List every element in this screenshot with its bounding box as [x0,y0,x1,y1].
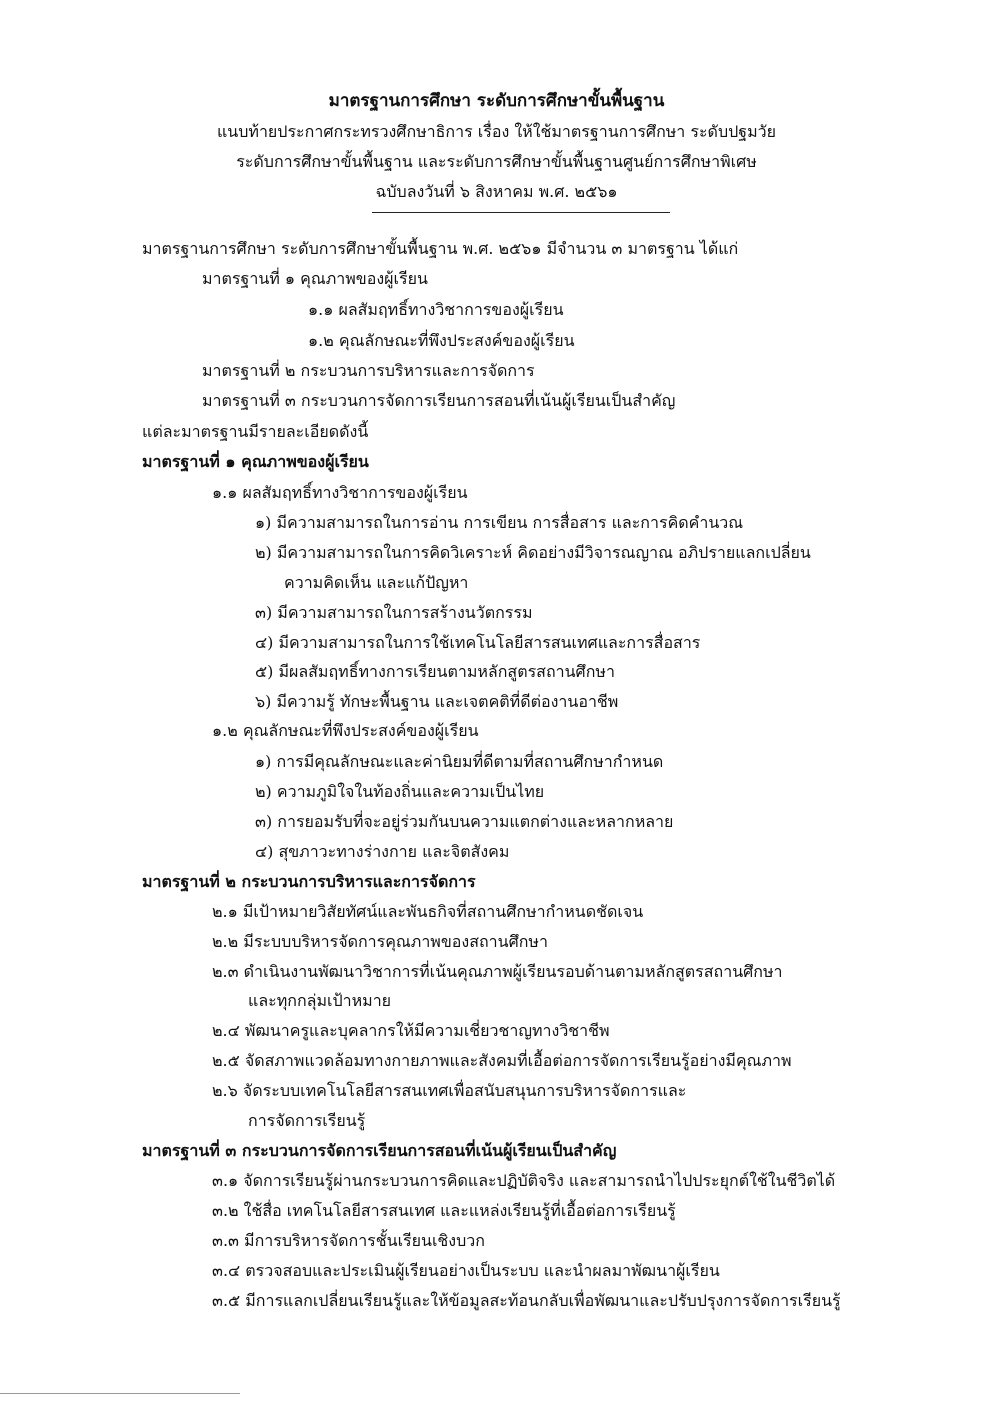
standard-3-item: ๓.๕ มีการแลกเปลี่ยนเรียนรู้และให้ข้อมูลสะท้อนกลับเพื่อพัฒนาและปรับปรุงการจัดการเรียนรู้ [212,1291,841,1310]
standard-3-item: ๓.๔ ตรวจสอบและประเมินผู้เรียนอย่างเป็นระบบ และนำผลมาพัฒนาผู้เรียน [212,1261,720,1280]
standard-2-item: ๒.๒ มีระบบบริหารจัดการคุณภาพของสถานศึกษา [212,932,548,951]
standard-1-1-item: ๑) มีความสามารถในการอ่าน การเขียน การสื่อสาร และการคิดคำนวณ [255,513,744,532]
standard-3-item: ๓.๓ มีการบริหารจัดการชั้นเรียนเชิงบวก [212,1231,485,1250]
standard-1-2-item: ๔) สุขภาวะทางร่างกาย และจิตสังคม [255,842,510,861]
standard-2-item-continuation: และทุกกลุ่มเป้าหมาย [248,991,392,1010]
scan-edge-line [0,1393,240,1394]
intro-summary: มาตรฐานการศึกษา ระดับการศึกษาขั้นพื้นฐาน พ.ศ. ๒๕๖๑ มีจำนวน ๓ มาตรฐาน ได้แก่ [142,239,739,258]
standard-1-2-item: ๒) ความภูมิใจในท้องถิ่นและความเป็นไทย [255,782,545,801]
document-subtitle-1: แนบท้ายประกาศกระทรวงศึกษาธิการ เรื่อง ให้ใช้มาตรฐานการศึกษา ระดับปฐมวัย [216,122,776,141]
standard-1-1-item: ๔) มีความสามารถในการใช้เทคโนโลยีสารสนเทศและการสื่อสาร [255,633,701,652]
standard-2-item: ๒.๔ พัฒนาครูและบุคลากรให้มีความเชี่ยวชาญทางวิชาชีพ [212,1021,610,1040]
standard-3-item: ๓.๑ จัดการเรียนรู้ผ่านกระบวนการคิดและปฏิบัติจริง และสามารถนำไปประยุกต์ใช้ในชีวิตได้ [212,1171,836,1190]
intro-standard-3: มาตรฐานที่ ๓ กระบวนการจัดการเรียนการสอนที่เน้นผู้เรียนเป็นสำคัญ [202,391,676,410]
standard-2-item: ๒.๕ จัดสภาพแวดล้อมทางกายภาพและสังคมที่เอื้อต่อการจัดการเรียนรู้อย่างมีคุณภาพ [212,1051,792,1070]
document-date-line: ฉบับลงวันที่ ๖ สิงหาคม พ.ศ. ๒๕๖๑ [375,182,618,201]
intro-standard-1: มาตรฐานที่ ๑ คุณภาพของผู้เรียน [202,269,428,288]
standard-2-item-continuation: การจัดการเรียนรู้ [248,1111,366,1130]
standard-1-2-heading: ๑.๒ คุณลักษณะที่พึงประสงค์ของผู้เรียน [212,721,479,740]
title-divider [372,212,670,213]
intro-standard-2: มาตรฐานที่ ๒ กระบวนการบริหารและการจัดการ [202,361,535,380]
standard-3-heading: มาตรฐานที่ ๓ กระบวนการจัดการเรียนการสอนที่เน้นผู้เรียนเป็นสำคัญ [142,1141,617,1160]
standard-3-item: ๓.๒ ใช้สื่อ เทคโนโลยีสารสนเทศ และแหล่งเรียนรู้ที่เอื้อต่อการเรียนรู้ [212,1201,676,1220]
standard-2-item: ๒.๓ ดำเนินงานพัฒนาวิชาการที่เน้นคุณภาพผู้เรียนรอบด้านตามหลักสูตรสถานศึกษา [212,962,783,981]
standard-1-1-item: ๓) มีความสามารถในการสร้างนวัตกรรม [255,603,533,622]
standard-1-1-item: ๕) มีผลสัมฤทธิ์ทางการเรียนตามหลักสูตรสถานศึกษา [255,662,615,681]
standard-2-item: ๒.๖ จัดระบบเทคโนโลยีสารสนเทศเพื่อสนับสนุนการบริหารจัดการและ [212,1081,687,1100]
intro-standard-1-1: ๑.๑ ผลสัมฤทธิ์ทางวิชาการของผู้เรียน [308,300,564,319]
document-subtitle-2: ระดับการศึกษาขั้นพื้นฐาน และระดับการศึกษาขั้นพื้นฐานศูนย์การศึกษาพิเศษ [236,152,757,171]
standard-1-1-item: ๖) มีความรู้ ทักษะพื้นฐาน และเจตคติที่ดีต่องานอาชีพ [255,692,619,711]
standard-2-heading: มาตรฐานที่ ๒ กระบวนการบริหารและการจัดการ [142,872,476,891]
standard-1-heading: มาตรฐานที่ ๑ คุณภาพของผู้เรียน [142,452,369,471]
intro-standard-1-2: ๑.๒ คุณลักษณะที่พึงประสงค์ของผู้เรียน [308,331,575,350]
standard-2-item: ๒.๑ มีเป้าหมายวิสัยทัศน์และพันธกิจที่สถานศึกษากำหนดชัดเจน [212,902,644,921]
document-title: มาตรฐานการศึกษา ระดับการศึกษาขั้นพื้นฐาน [328,91,665,111]
standard-1-1-item: ๒) มีความสามารถในการคิดวิเคราะห์ คิดอย่างมีวิจารณญาณ อภิปรายแลกเปลี่ยน [255,543,811,562]
details-intro: แต่ละมาตรฐานมีรายละเอียดดังนี้ [142,422,369,441]
standard-1-1-item-continuation: ความคิดเห็น และแก้ปัญหา [284,573,469,592]
standard-1-2-item: ๓) การยอมรับที่จะอยู่ร่วมกันบนความแตกต่างและหลากหลาย [255,812,674,831]
standard-1-1-heading: ๑.๑ ผลสัมฤทธิ์ทางวิชาการของผู้เรียน [212,483,468,502]
standard-1-2-item: ๑) การมีคุณลักษณะและค่านิยมที่ดีตามที่สถานศึกษากำหนด [255,752,664,771]
